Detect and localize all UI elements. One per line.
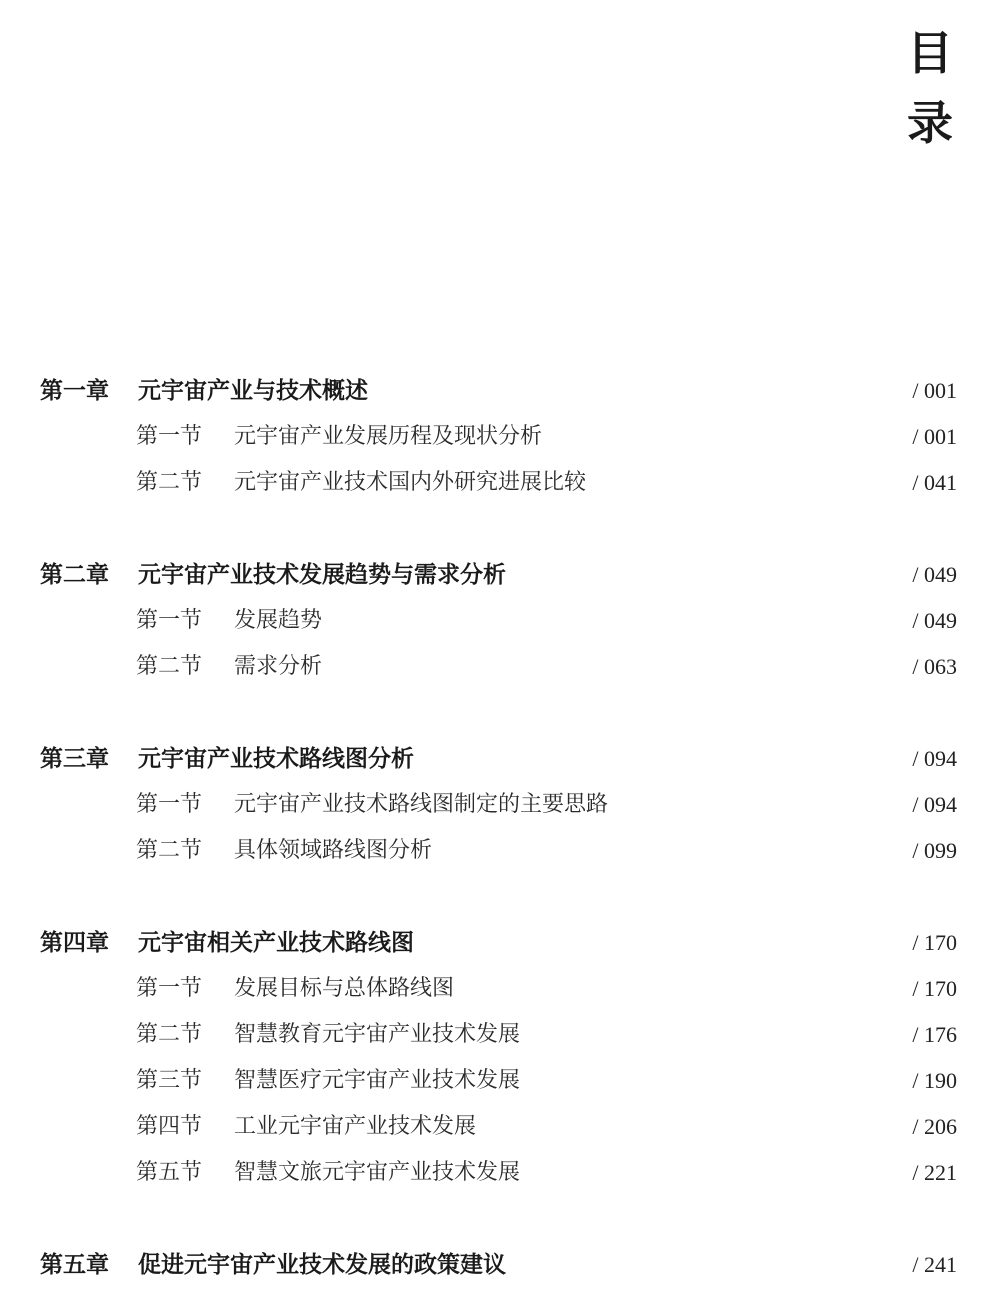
- section-label: 第二节: [136, 1022, 203, 1047]
- section-label: 第二节: [136, 838, 203, 863]
- chapter-label: 第五章: [40, 1252, 109, 1278]
- section-title: 元宇宙产业发展历程及现状分析: [234, 424, 543, 449]
- chapter-spacer: [40, 506, 957, 552]
- toc-section-3-2[interactable]: [40, 828, 957, 874]
- section-label: 第一节: [136, 792, 203, 817]
- section-title: 智慧文旅元宇宙产业技术发展: [234, 1160, 521, 1185]
- section-label: 第二节: [136, 654, 203, 679]
- toc-section-1-1[interactable]: [40, 414, 957, 460]
- page-number: / 176: [912, 1022, 957, 1047]
- toc-section-4-4[interactable]: [40, 1104, 957, 1150]
- section-title: 智慧教育元宇宙产业技术发展: [234, 1022, 521, 1047]
- section-title: 元宇宙产业技术路线图制定的主要思路: [234, 792, 609, 817]
- toc-section-4-5[interactable]: [40, 1150, 957, 1196]
- page-number: / 170: [912, 930, 957, 955]
- chapter-label: 第四章: [40, 930, 109, 956]
- page-number: / 190: [912, 1068, 957, 1093]
- chapter-title: 元宇宙产业技术路线图分析: [138, 746, 414, 772]
- section-label: 第一节: [136, 424, 203, 449]
- section-title: 工业元宇宙产业技术发展: [234, 1114, 477, 1139]
- toc-section-2-2[interactable]: [40, 644, 957, 690]
- page-number: / 094: [912, 746, 957, 771]
- toc-title-char-2: 录: [907, 96, 953, 150]
- table-of-contents: [40, 368, 957, 1288]
- section-title: 具体领域路线图分析: [234, 838, 433, 863]
- section-label: 第五节: [136, 1160, 203, 1185]
- chapter-label: 第三章: [40, 746, 109, 772]
- section-label: 第一节: [136, 976, 203, 1001]
- chapter-spacer: [40, 874, 957, 920]
- page-number: / 206: [912, 1114, 957, 1139]
- page-number: / 041: [912, 470, 957, 495]
- section-label: 第一节: [136, 608, 203, 633]
- section-title: 元宇宙产业技术国内外研究进展比较: [234, 470, 587, 495]
- page-number: / 094: [912, 792, 957, 817]
- chapter-label: 第二章: [40, 562, 109, 588]
- toc-section-2-1[interactable]: [40, 598, 957, 644]
- toc-title-char-1: 目: [907, 26, 953, 80]
- page-number: / 241: [912, 1252, 957, 1277]
- page-number: / 049: [912, 608, 957, 633]
- section-title: 发展趋势: [234, 608, 323, 633]
- page-number: / 170: [912, 976, 957, 1001]
- chapter-title: 元宇宙产业与技术概述: [138, 378, 368, 404]
- toc-section-4-2[interactable]: [40, 1012, 957, 1058]
- chapter-title: 元宇宙产业技术发展趋势与需求分析: [138, 562, 506, 588]
- toc-section-4-3[interactable]: [40, 1058, 957, 1104]
- section-title: 智慧医疗元宇宙产业技术发展: [234, 1068, 521, 1093]
- page-number: / 001: [912, 424, 957, 449]
- page-number: / 221: [912, 1160, 957, 1185]
- toc-chapter-5[interactable]: [40, 1242, 957, 1288]
- toc-chapter-2[interactable]: [40, 552, 957, 598]
- chapter-spacer: [40, 1196, 957, 1242]
- toc-title: [905, 18, 955, 158]
- section-label: 第四节: [136, 1114, 203, 1139]
- page-number: / 099: [912, 838, 957, 863]
- section-label: 第三节: [136, 1068, 203, 1093]
- section-title: 发展目标与总体路线图: [234, 976, 455, 1001]
- section-label: 第二节: [136, 470, 203, 495]
- toc-section-1-2[interactable]: [40, 460, 957, 506]
- chapter-title: 元宇宙相关产业技术路线图: [138, 930, 414, 956]
- toc-section-4-1[interactable]: [40, 966, 957, 1012]
- page-number: / 063: [912, 654, 957, 679]
- chapter-spacer: [40, 690, 957, 736]
- toc-section-3-1[interactable]: [40, 782, 957, 828]
- chapter-title: 促进元宇宙产业技术发展的政策建议: [138, 1252, 506, 1278]
- toc-chapter-3[interactable]: [40, 736, 957, 782]
- page-number: / 049: [912, 562, 957, 587]
- toc-chapter-4[interactable]: [40, 920, 957, 966]
- chapter-label: 第一章: [40, 378, 109, 404]
- page-number: / 001: [912, 378, 957, 403]
- section-title: 需求分析: [234, 654, 323, 679]
- toc-chapter-1[interactable]: [40, 368, 957, 414]
